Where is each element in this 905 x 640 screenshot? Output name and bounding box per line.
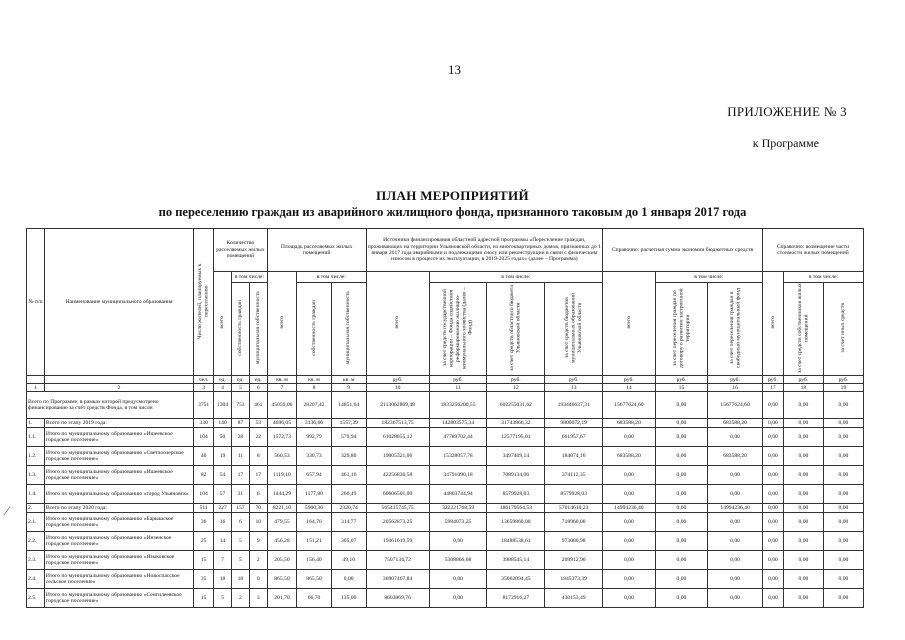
table-cell: 45059,06 [267, 392, 296, 419]
table-cell: 0,00 [603, 485, 656, 504]
to-program-label: к Программе [752, 136, 819, 150]
table-cell: 0,00 [783, 570, 823, 589]
table-cell: 28207,42 [297, 392, 332, 419]
table-cell: 54 [214, 466, 232, 485]
table-cell: 0,00 [655, 570, 708, 589]
table-cell: 602255031,62 [487, 392, 545, 419]
table-cell: 0,00 [783, 532, 823, 551]
table-cell: 661957,67 [545, 428, 603, 447]
table-cell: 19461619,59 [366, 532, 429, 551]
table-cell: 0,00 [783, 419, 823, 428]
row-name: Итого по муниципальному образованию «город Ульяновск» [44, 485, 193, 504]
table-cell: 140 [214, 419, 232, 428]
table-row [27, 428, 864, 447]
table-row [27, 466, 864, 485]
table-cell: 4696,05 [267, 419, 296, 428]
table-cell: 0,00 [655, 504, 708, 513]
table-cell: 0,00 [331, 570, 366, 589]
table-cell: 1572,73 [267, 428, 296, 447]
table-cell: 184074,16 [545, 447, 603, 466]
table-cell: 151,21 [297, 532, 332, 551]
table-cell: 3497409,14 [487, 447, 545, 466]
table-cell: 0,00 [603, 570, 656, 589]
table-cell: 0,00 [655, 447, 708, 466]
table-cell: 266,49 [331, 485, 366, 504]
table-cell: 19 [214, 447, 232, 466]
table-cell: 1177,80 [297, 485, 332, 504]
row-name: Всего по этапу 2020 года: [44, 504, 193, 513]
table-cell: 683588,20 [708, 447, 763, 466]
table-cell: 0,00 [783, 513, 823, 532]
header-fund: за счет средств государственной корпорации – Фонда содействия реформированию жилищно-коммунального хозяйства (далее – Фонд) [429, 283, 487, 376]
table-cell: 0,00 [762, 447, 783, 466]
header-reimb-incl: в том числе: [783, 272, 863, 283]
table-cell: 718960,00 [545, 513, 603, 532]
table-cell: 314,77 [331, 513, 366, 532]
table-cell: 0,00 [655, 485, 708, 504]
table-cell: 0,00 [823, 570, 863, 589]
table-cell: 0,00 [762, 532, 783, 551]
table-row [27, 570, 864, 589]
table-cell: 1845373,39 [545, 570, 603, 589]
table-cell: 9800072,19 [545, 419, 603, 428]
table-cell: 8221,10 [267, 504, 296, 513]
table-row [27, 513, 864, 532]
table-cell: 0,00 [762, 551, 783, 570]
table-cell: 14994236,40 [603, 504, 656, 513]
table-cell: 9 [249, 532, 267, 551]
table-cell: 0,00 [603, 532, 656, 551]
table-cell: 374112,35 [545, 466, 603, 485]
table-cell: 19005321,06 [366, 447, 429, 466]
table-cell: 0,00 [823, 589, 863, 608]
table-cell: 0,00 [823, 504, 863, 513]
table-cell: 0,00 [762, 392, 783, 419]
table-cell: 70 [249, 504, 267, 513]
table-cell: 156,40 [297, 551, 332, 570]
header-rooms-citizens: собственность граждан [231, 283, 249, 376]
table-cell: 5984073,25 [429, 513, 487, 532]
table-row [27, 419, 864, 428]
table-cell: 47789702,44 [429, 428, 487, 447]
table-cell: 0,00 [708, 589, 763, 608]
header-reimb-total: всего [762, 272, 783, 376]
table-cell: 205,50 [267, 551, 296, 570]
header-area-incl: в том числе: [297, 272, 366, 283]
table-cell: 157 [231, 504, 249, 513]
table-cell: 0,00 [783, 504, 823, 513]
table-cell: 992,79 [297, 428, 332, 447]
table-cell: 16 [214, 513, 232, 532]
table-cell: 0,00 [823, 392, 863, 419]
table-cell: 31743866,32 [487, 419, 545, 428]
table-cell: 35 [194, 570, 214, 589]
table-cell: 0,00 [762, 570, 783, 589]
table-cell: 66,70 [297, 589, 332, 608]
table-cell: 0,00 [762, 419, 783, 428]
table-cell: 182367513,75 [366, 419, 429, 428]
table-cell: 0,00 [823, 466, 863, 485]
table-cell: 753 [231, 392, 249, 419]
table-cell: 0,00 [603, 589, 656, 608]
table-cell: 0,00 [783, 589, 823, 608]
row-name: Итого по муниципальному образованию «Языковское городское поселение» [44, 551, 193, 570]
table-cell: 34791090,18 [429, 466, 487, 485]
table-cell: 461 [249, 392, 267, 419]
table-cell: 44803744,94 [429, 485, 487, 504]
table-cell: 22 [249, 428, 267, 447]
table-cell: 36 [194, 513, 214, 532]
table-cell: 0,00 [603, 428, 656, 447]
table-cell: 17 [249, 466, 267, 485]
table-cell: 0,00 [783, 466, 823, 485]
table-cell: 0,00 [655, 551, 708, 570]
table-cell: 0,00 [823, 513, 863, 532]
row-number: 2.1. [27, 513, 45, 532]
row-number: 1.1. [27, 428, 45, 447]
table-cell: 87 [231, 419, 249, 428]
table-cell: 511 [194, 504, 214, 513]
table-cell: 683588,20 [708, 419, 763, 428]
header-reimb-other: за счет иных средств [823, 283, 863, 376]
table-cell: 565415745,75 [366, 504, 429, 513]
table-row [27, 504, 864, 513]
row-number: 2.5. [27, 589, 45, 608]
header-num: № п/п [27, 229, 45, 376]
table-cell: 430153,49 [545, 589, 603, 608]
table-cell: 0,00 [762, 504, 783, 513]
table-cell: 8603069,76 [366, 589, 429, 608]
table-cell: 0,00 [655, 513, 708, 532]
plan-table [26, 228, 864, 608]
table-cell: 2 [249, 551, 267, 570]
header-reference-group: Справочно: расчетная сумма экономии бюджетных средств [603, 229, 763, 272]
table-cell: 7 [214, 551, 232, 570]
row-name: Итого по муниципальному образованию «Новоспасское сельское поселение» [44, 570, 193, 589]
table-cell: 142803575,34 [429, 419, 487, 428]
table-cell: 12577195,01 [487, 428, 545, 447]
table-cell: 7089134,06 [487, 466, 545, 485]
table-cell: 15677624,60 [708, 392, 763, 419]
header-econ-total: всего [603, 272, 656, 376]
table-cell: 0,00 [708, 513, 763, 532]
row-number: 1.4. [27, 485, 45, 504]
table-cell: 3136,66 [297, 419, 332, 428]
table-cell: 1444,29 [267, 485, 296, 504]
table-cell: 36907467,84 [366, 570, 429, 589]
header-rooms-municipal: муниципальная собственность [249, 283, 267, 376]
table-row [27, 392, 864, 419]
table-cell: 0,00 [762, 466, 783, 485]
row-name: Всего по этапу 2019 года: [44, 419, 193, 428]
table-cell: 49,10 [331, 551, 366, 570]
table-cell: 193446637,31 [545, 392, 603, 419]
header-econ-contract: за счет переселения граждан по договору о развитии застроенной территории [655, 283, 708, 376]
table-cell: 6 [249, 485, 267, 504]
table-cell: 227 [214, 504, 232, 513]
table-cell: 865,50 [267, 570, 296, 589]
table-cell: 3988545,14 [487, 551, 545, 570]
table-cell: 657,94 [297, 466, 332, 485]
row-number: 1.3. [27, 466, 45, 485]
table-cell: 330,73 [297, 447, 332, 466]
table-cell: 201,70 [267, 589, 296, 608]
table-cell: 8172916,27 [487, 589, 545, 608]
table-cell: 0,00 [823, 551, 863, 570]
table-cell: 11 [231, 447, 249, 466]
table-cell: 865,50 [297, 570, 332, 589]
table-cell: 0,00 [823, 447, 863, 466]
table-cell: 15 [194, 589, 214, 608]
table-cell: 0,00 [429, 532, 487, 551]
row-number: 2.2. [27, 532, 45, 551]
table-cell: 5 [214, 589, 232, 608]
table-cell: 479,55 [267, 513, 296, 532]
table-cell: 6 [231, 513, 249, 532]
table-cell: 14 [214, 532, 232, 551]
header-area-group: Площадь расселяемых жилых помещений [267, 229, 366, 272]
header-econ-municipal: за счет переселения граждан в свободный муниципальный фонд [708, 283, 763, 376]
header-rooms-incl: в том числе: [231, 272, 267, 283]
table-cell: 0,00 [655, 392, 708, 419]
table-cell: 0,00 [655, 466, 708, 485]
table-cell: 1833256200,55 [429, 392, 487, 419]
table-cell: 186179564,53 [487, 504, 545, 513]
header-sources-group: Источники финансирования областной адресной программы «Переселение граждан, проживающих на территории Ульяновской области, из многоквартирных домов, признанных до 1 января 2017 года аварийными и подлежащими сносу или реконструкции в связи с физическим износом в процессе их эксплуатации, в 2019-2025 годах» (далее – Программа) [366, 229, 603, 272]
table-cell: 579,94 [331, 428, 366, 447]
table-cell: 18488538,61 [487, 532, 545, 551]
appendix-label: ПРИЛОЖЕНИЕ № 3 [727, 104, 847, 119]
row-name: Итого по муниципальному образованию «Барышское городское поселение» [44, 513, 193, 532]
table-row [27, 589, 864, 608]
table-cell: 2113062869,48 [366, 392, 429, 419]
table-cell: 57 [214, 485, 232, 504]
table-cell: 0,00 [429, 589, 487, 608]
table-cell: 5 [231, 532, 249, 551]
header-name: Наименование муниципального образования [44, 229, 193, 376]
table-cell: 461,16 [331, 466, 366, 485]
row-name: Итого по муниципальному образованию «Инзенское городское поселение» [44, 532, 193, 551]
table-cell: 973080,98 [545, 532, 603, 551]
table-cell: 82 [194, 466, 214, 485]
table-cell: 0,00 [823, 485, 863, 504]
table-cell: 0,00 [823, 532, 863, 551]
header-local: за счет средств бюджетов муниципальных образований Ульяновской области [545, 283, 603, 376]
table-cell: 0,00 [762, 428, 783, 447]
table-cell: 0,00 [762, 485, 783, 504]
table-cell: 0,00 [823, 419, 863, 428]
header-residents: Число жителей, планируемых к переселению [194, 229, 214, 376]
table-cell: 0,00 [783, 428, 823, 447]
table-cell: 31 [231, 485, 249, 504]
row-name: Итого по муниципальному образованию «Сенгилеевское городское поселение» [44, 589, 193, 608]
table-row [27, 447, 864, 466]
table-cell: 456,28 [267, 532, 296, 551]
table-cell: 104 [194, 485, 214, 504]
header-area-citizens: собственность граждан [297, 283, 332, 376]
table-cell: 20562873,25 [366, 513, 429, 532]
table-cell: 3 [249, 589, 267, 608]
table-cell: 8579928,03 [487, 485, 545, 504]
table-cell: 0,00 [762, 513, 783, 532]
table-cell: 18 [214, 570, 232, 589]
table-cell: 560,53 [267, 447, 296, 466]
table-cell: 18 [231, 570, 249, 589]
document-subtitle: по переселению граждан из аварийного жилищного фонда, признанного таковым до 1 января 2017 года [158, 205, 747, 219]
table-cell: 0,00 [708, 428, 763, 447]
row-name: Итого по муниципальному образованию «Светлоозерское городское поселение» [44, 447, 193, 466]
table-cell: 10 [249, 513, 267, 532]
table-cell: 0,00 [783, 392, 823, 419]
table-cell: 14994236,40 [708, 504, 763, 513]
table-row [27, 532, 864, 551]
header-econ-incl: в том числе: [655, 272, 762, 283]
table-cell: 0,00 [708, 466, 763, 485]
table-cell: 329,80 [331, 447, 366, 466]
document-title: ПЛАН МЕРОПРИЯТИЙ [376, 188, 529, 203]
table-cell: 8579928,03 [545, 485, 603, 504]
table-cell: 17 [231, 466, 249, 485]
table-cell: 5 [231, 551, 249, 570]
table-cell: 50 [214, 428, 232, 447]
table-cell: 0,00 [603, 513, 656, 532]
table-cell: 683588,20 [603, 419, 656, 428]
table-cell: 15328057,78 [429, 447, 487, 466]
table-cell: 0,00 [655, 419, 708, 428]
table-cell: 40 [194, 447, 214, 466]
table-cell: 1557,39 [331, 419, 366, 428]
row-name: Итого по муниципальному образованию «Ишеевское городское поселение» [44, 428, 193, 447]
table-cell: 0 [249, 570, 267, 589]
table-cell: 0,00 [708, 485, 763, 504]
table-cell: 0,00 [708, 532, 763, 551]
table-cell: 322221768,59 [429, 504, 487, 513]
table-cell: 0,00 [655, 428, 708, 447]
header-rooms-group: Количество расселяемых жилых помещений [214, 229, 268, 272]
table-cell: 8 [249, 447, 267, 466]
header-area-total: всего [267, 272, 296, 376]
table-cell: 305,07 [331, 532, 366, 551]
table-cell: 135,00 [331, 589, 366, 608]
header-area-municipal: муниципальная собственность [331, 283, 366, 376]
column-numbers-row: 1 2 3 4 5 6 7 8 9 10 11 12 13 14 15 16 17 18 19 [27, 384, 864, 392]
table-cell: 25 [194, 532, 214, 551]
table-cell: 5308866,68 [429, 551, 487, 570]
table-cell: 42256836,58 [366, 466, 429, 485]
row-number: 1.2. [27, 447, 45, 466]
table-cell: 7507134,72 [366, 551, 429, 570]
table-cell: 0,00 [783, 447, 823, 466]
table-cell: 61028855,12 [366, 428, 429, 447]
row-number: 2.4. [27, 570, 45, 589]
table-cell: 1119,10 [267, 466, 296, 485]
table-cell: 15 [194, 551, 214, 570]
table-cell: 0,00 [603, 466, 656, 485]
table-cell: 104 [194, 428, 214, 447]
table-cell: 0,00 [655, 532, 708, 551]
table-cell: 164,76 [297, 513, 332, 532]
table-cell: 15677624,60 [603, 392, 656, 419]
table-cell: 0,00 [823, 428, 863, 447]
page-number: 13 [448, 62, 461, 77]
header-reference2-group: Справочно: возмещение части стоимости жилых помещений [762, 229, 863, 272]
table-cell: 0,00 [429, 570, 487, 589]
table-cell: 60606501,00 [366, 485, 429, 504]
row-number: 2. [27, 504, 45, 513]
table-cell: 53 [249, 419, 267, 428]
table-cell: 683588,20 [603, 447, 656, 466]
row-name: Всего по Программе, в рамках которой предусмотрено финансирование за счёт средств Фонда, в том числе: [27, 392, 194, 419]
row-number: 2.3. [27, 551, 45, 570]
units-row: чел. ед. ед. ед. кв. м кв. м кв. м руб. руб. руб. руб. руб. руб. руб. руб. руб. руб. [27, 376, 864, 384]
table-cell: 0,00 [762, 589, 783, 608]
table-cell: 1304 [214, 392, 232, 419]
table-cell: 0,00 [783, 485, 823, 504]
table-cell: 0,00 [708, 570, 763, 589]
header-sources-total: всего [366, 272, 429, 376]
table-cell: 0,00 [603, 551, 656, 570]
table-row [27, 485, 864, 504]
table-row [27, 551, 864, 570]
table-cell: 0,00 [783, 551, 823, 570]
header-sources-incl: в том числе: [429, 272, 602, 283]
table-cell: 13659860,00 [487, 513, 545, 532]
header-rooms-total: всего [214, 272, 232, 376]
row-name: Итого по муниципальному образованию «Ишеевское городское поселение» [44, 466, 193, 485]
header-reimb-owners: за счет средств собственников жилых помещений [783, 283, 823, 376]
row-number: 1. [27, 419, 45, 428]
pen-mark: ⁄ [6, 503, 9, 518]
table-cell: 3751 [194, 392, 214, 419]
table-cell: 35062094,45 [487, 570, 545, 589]
table-cell: 2320,74 [331, 504, 366, 513]
table-cell: 330 [194, 419, 214, 428]
table-cell: 28 [231, 428, 249, 447]
table-cell: 14851,64 [331, 392, 366, 419]
table-cell: 0,00 [655, 589, 708, 608]
table-cell: 57014610,23 [545, 504, 603, 513]
table-cell: 0,00 [708, 551, 763, 570]
header-regional: за счет средств областного бюджета Ульяновской области [487, 283, 545, 376]
table-cell: 2 [231, 589, 249, 608]
table-cell: 209912,90 [545, 551, 603, 570]
table-cell: 5900,36 [297, 504, 332, 513]
